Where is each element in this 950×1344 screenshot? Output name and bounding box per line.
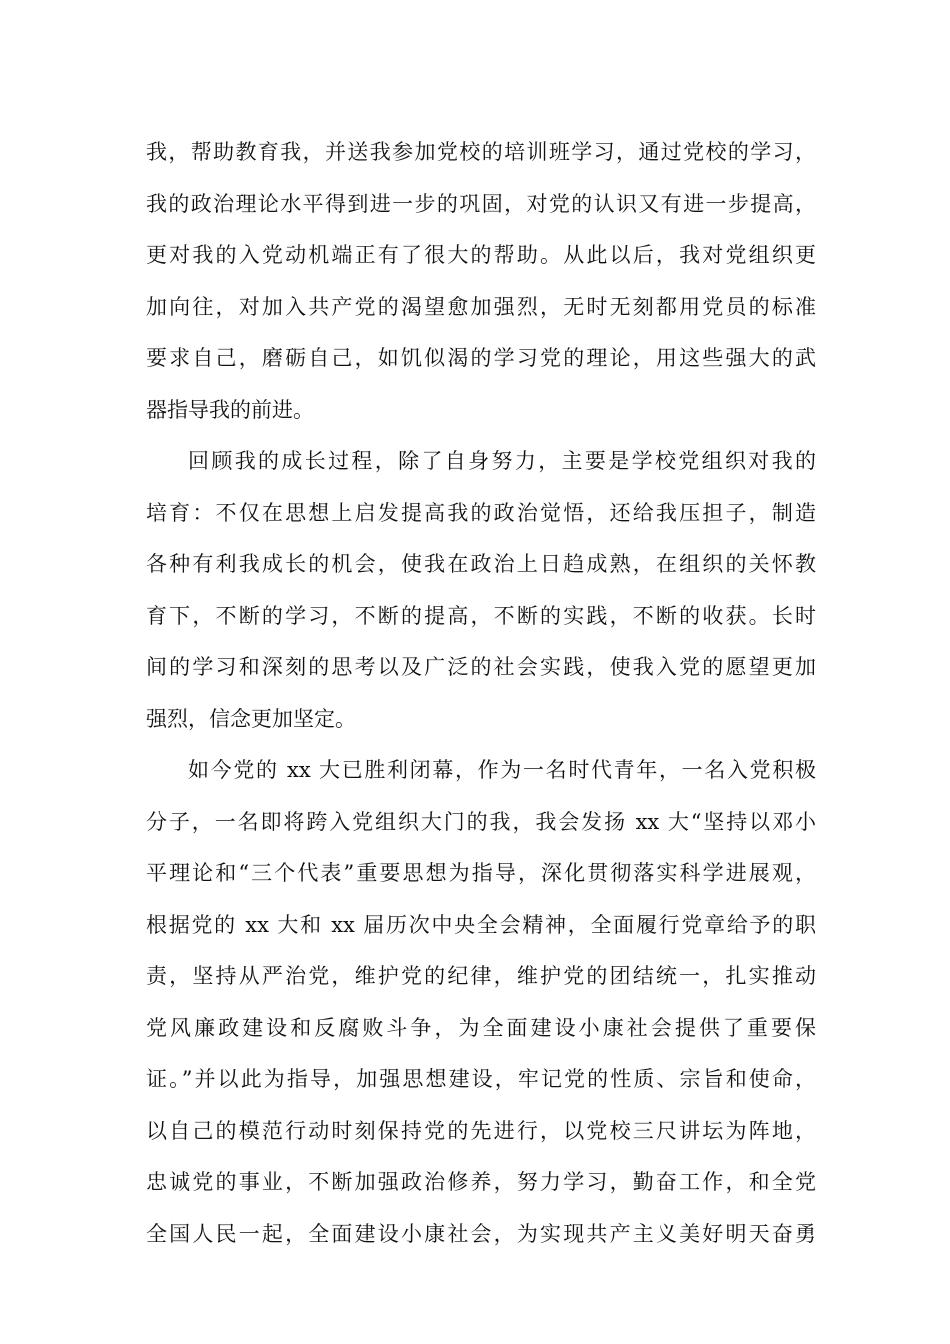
text-line: 间的学习和深刻的思考以及广泛的社会实践，使我入党的愿望更加 [146,655,816,679]
text-line: 证。”并以此为指导，加强思想建设，牢记党的性质、宗旨和使命， [146,1067,816,1091]
text-line: 各种有利我成长的机会，使我在政治上日趋成熟，在组织的关怀教 [146,552,816,576]
text-line: 党风廉政建设和反腐败斗争，为全面建设小康社会提供了重要保 [146,1015,816,1040]
text-line: 我的政治理论水平得到进一步的巩固，对党的认识又有进一步提高， [146,191,816,216]
text-line: 忠诚党的事业，不断加强政治修养，努力学习，勤奋工作，和全党 [146,1170,816,1194]
text-line: 更对我的入党动机端正有了很大的帮助。从此以后，我对党组织更 [146,243,816,267]
text-line: 育下，不断的学习，不断的提高，不断的实践，不断的收获。长时 [146,603,816,628]
text-line: 责，坚持从严治党，维护党的纪律，维护党的团结统一，扎实推动 [146,964,816,988]
text-line: 分子，一名即将跨入党组织大门的我，我会发扬 xx 大“坚持以邓小 [146,809,816,834]
paragraph-first-line: 如今党的 xx 大已胜利闭幕，作为一名时代青年，一名入党积极 [188,758,816,782]
text-line: 以自己的模范行动时刻保持党的先进行，以党校三尺讲坛为阵地， [146,1118,816,1143]
text-line: 根据党的 xx 大和 xx 届历次中央全会精神，全面履行党章给予的职 [146,912,816,937]
text-line: 要求自己，磨砺自己，如饥似渴的学习党的理论，用这些强大的武 [146,346,816,370]
text-line: 培育：不仅在思想上启发提高我的政治觉悟，还给我压担子，制造 [146,500,816,525]
text-line: 器指导我的前进。 [146,397,314,422]
text-line: 我，帮助教育我，并送我参加党校的培训班学习，通过党校的学习， [146,140,816,164]
document-body [146,127,816,1260]
text-line: 强烈，信念更加坚定。 [146,706,356,731]
text-line: 平理论和“三个代表”重要思想为指导，深化贯彻落实科学进展观， [146,861,816,885]
paragraph-first-line: 回顾我的成长过程，除了自身努力，主要是学校党组织对我的 [188,449,816,473]
text-line: 加向往，对加入共产党的渴望愈加强烈，无时无刻都用党员的标准 [146,294,816,319]
text-line: 全国人民一起，全面建设小康社会，为实现共产主义美好明天奋勇 [146,1221,816,1246]
